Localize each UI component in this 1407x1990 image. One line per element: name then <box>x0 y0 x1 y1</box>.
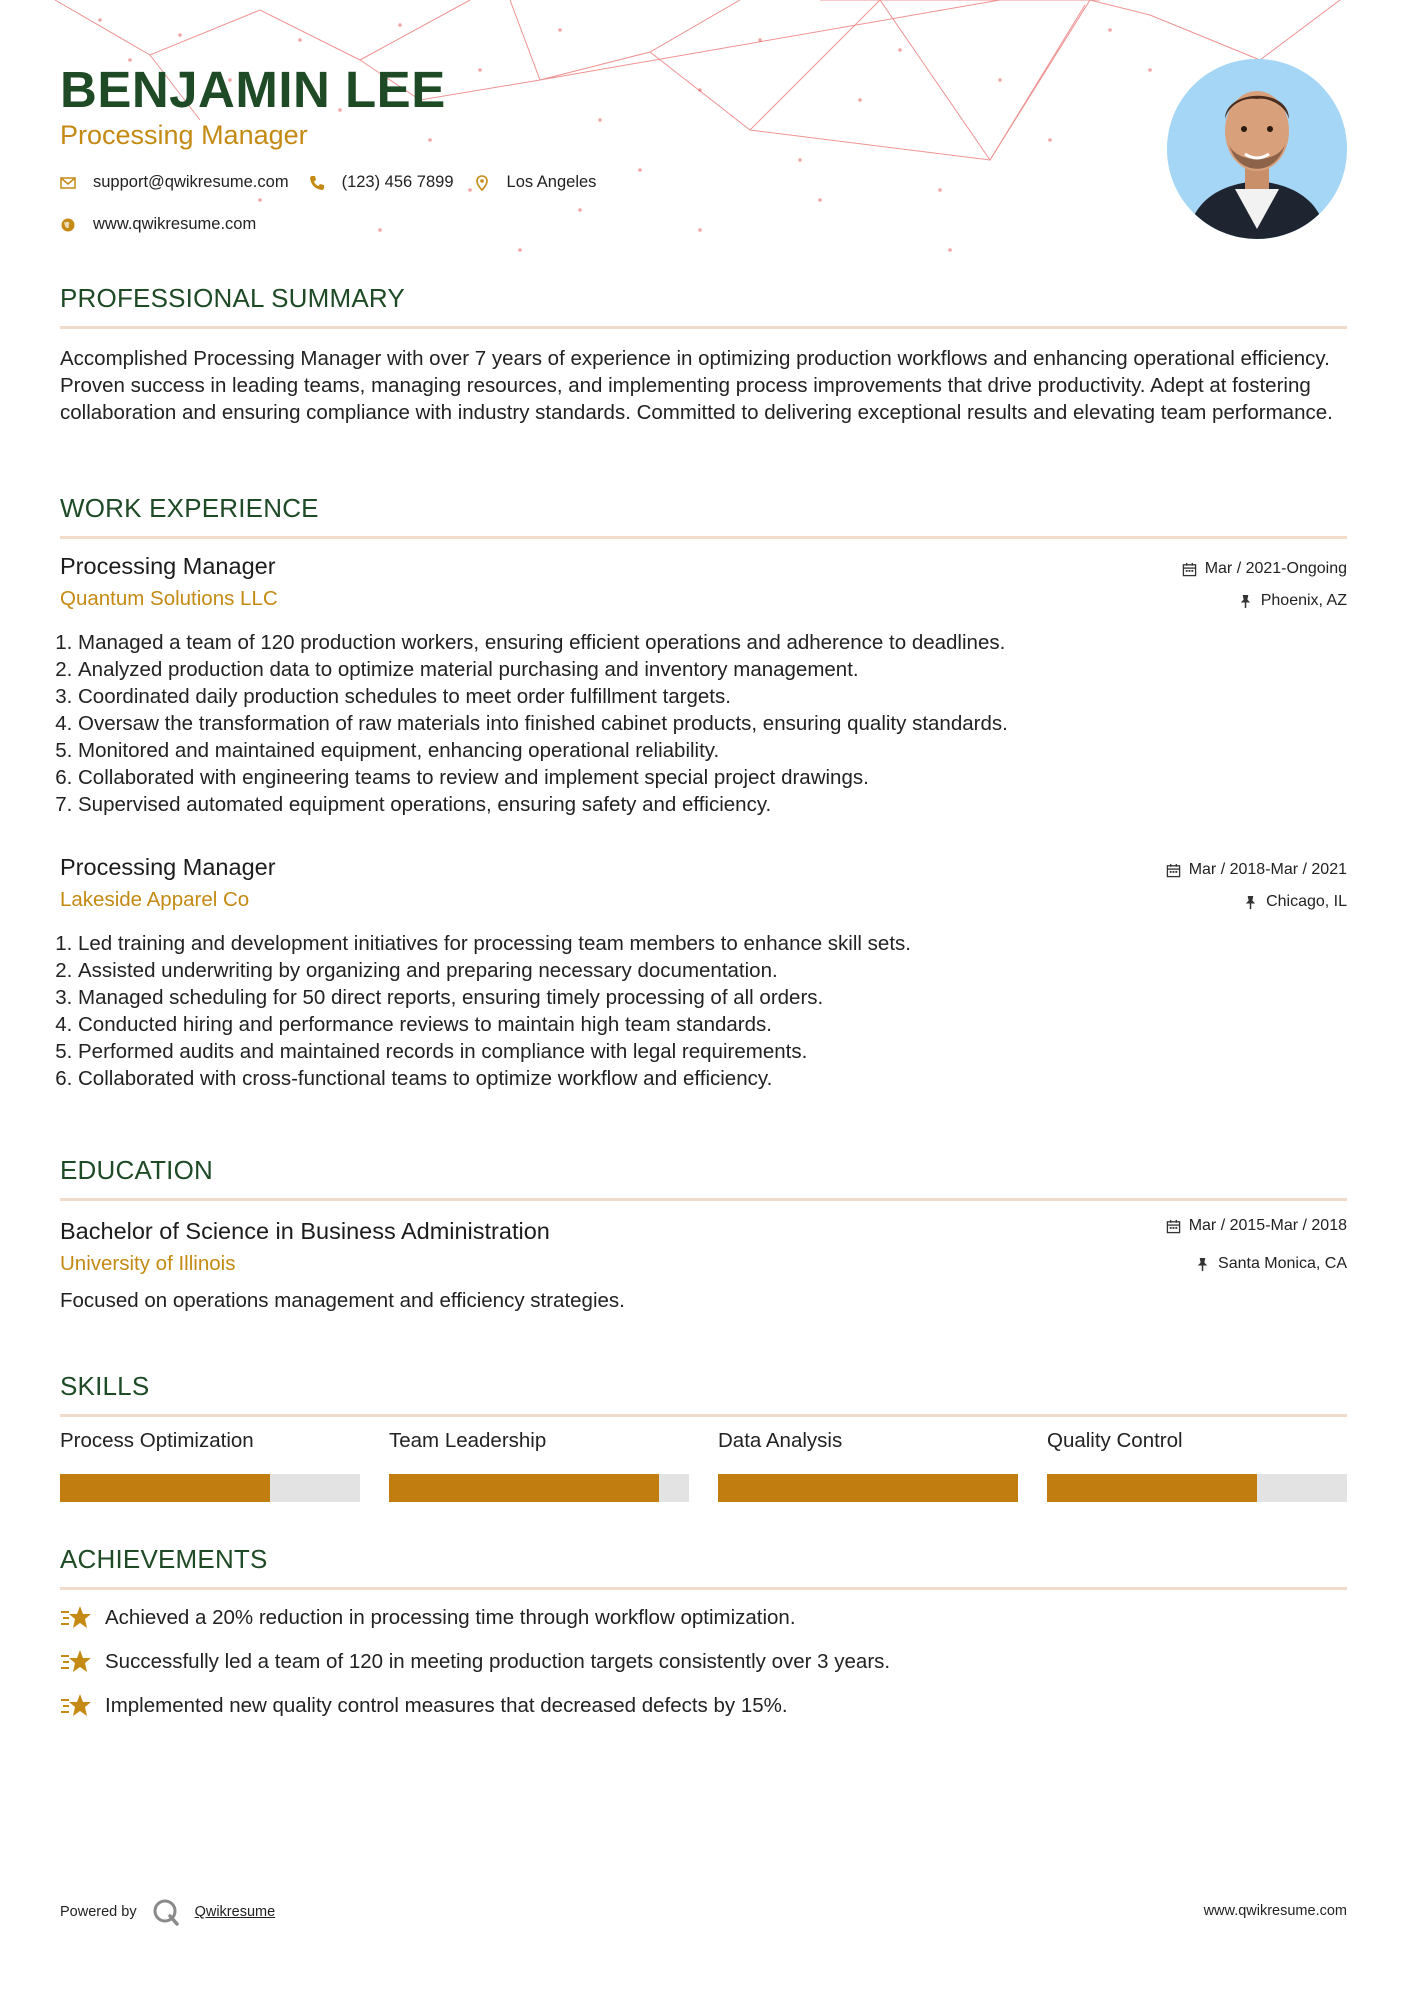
list-item: 7. Supervised automated equipment operations, ensuring safety and efficiency. <box>78 791 1347 818</box>
skill-bar <box>60 1474 360 1502</box>
qwikresume-logo-icon <box>152 1898 180 1926</box>
skill-bar-fill <box>389 1474 659 1502</box>
skill-item <box>718 1428 1018 1502</box>
contact-phone-text: (123) 456 7899 <box>341 173 454 191</box>
achievements-section-header <box>60 1543 1347 1575</box>
achievement-text: Implemented new quality control measures that decreased defects by 15%. <box>105 1694 788 1717</box>
skill-bar-fill <box>1047 1474 1257 1502</box>
job-dates <box>1182 560 1347 578</box>
education-entry <box>60 1216 1347 1312</box>
star-icon <box>60 1648 92 1676</box>
contact-location <box>474 173 597 192</box>
star-icon <box>60 1604 92 1632</box>
skill-item <box>60 1428 360 1502</box>
skill-label: Team Leadership <box>389 1429 547 1452</box>
skills-list <box>60 1428 1347 1502</box>
contact-website[interactable] <box>60 215 256 234</box>
summary-section-header <box>60 282 1347 314</box>
achievement-item <box>60 1648 1347 1676</box>
experience-section-header <box>60 492 1347 524</box>
list-item: 2. Assisted underwriting by organizing and preparing necessary documentation. <box>78 957 1347 984</box>
pushpin-icon <box>1243 895 1258 910</box>
list-item: 6. Collaborated with engineering teams to review and implement special project drawings. <box>78 764 1347 791</box>
contact-location-text: Los Angeles <box>506 173 597 191</box>
contact-phone[interactable] <box>309 173 454 192</box>
job-bullets <box>60 930 1347 1092</box>
skill-bar-fill <box>60 1474 270 1502</box>
contact-email[interactable] <box>60 173 289 192</box>
list-item: 2. Analyzed production data to optimize material purchasing and inventory management. <box>78 656 1347 683</box>
calendar-icon <box>1166 1219 1181 1234</box>
achievements-heading: ACHIEVEMENTS <box>60 1544 268 1574</box>
skill-label: Data Analysis <box>718 1429 843 1452</box>
profile-photo <box>1167 59 1347 239</box>
calendar-icon <box>1182 562 1197 577</box>
contact-email-text: support@qwikresume.com <box>93 173 289 191</box>
section-divider <box>60 1587 1347 1590</box>
list-item: 5. Performed audits and maintained records in compliance with legal requirements. <box>78 1038 1347 1065</box>
job-location-text: Phoenix, AZ <box>1260 592 1347 609</box>
footer-website-link[interactable]: www.qwikresume.com <box>1203 1903 1347 1919</box>
star-icon <box>60 1692 92 1720</box>
education-dates <box>1166 1217 1347 1235</box>
summary-heading: PROFESSIONAL SUMMARY <box>60 283 405 313</box>
list-item: 6. Collaborated with cross-functional teams to optimize workflow and efficiency. <box>78 1065 1347 1092</box>
candidate-name: BENJAMIN LEE <box>60 61 446 118</box>
section-divider <box>60 326 1347 329</box>
job-dates-text: Mar / 2018-Mar / 2021 <box>1188 861 1347 878</box>
skill-bar <box>1047 1474 1347 1502</box>
job-location <box>1243 893 1347 911</box>
powered-by-label: Powered by <box>60 1904 137 1920</box>
contact-website-text: www.qwikresume.com <box>93 215 257 233</box>
education-location-text: Santa Monica, CA <box>1218 1255 1347 1272</box>
job-location <box>1238 592 1347 610</box>
achievement-item <box>60 1692 1347 1720</box>
pushpin-icon <box>1195 1257 1210 1272</box>
experience-heading: WORK EXPERIENCE <box>60 493 319 523</box>
skills-section-header <box>60 1370 1347 1402</box>
job-role: Processing Manager <box>60 854 276 880</box>
list-item: 3. Managed scheduling for 50 direct reports, ensuring timely processing of all orders. <box>78 984 1347 1011</box>
contact-row-2 <box>60 215 276 234</box>
skill-item <box>389 1428 689 1502</box>
skill-bar <box>389 1474 689 1502</box>
skill-bar <box>718 1474 1018 1502</box>
job-entry-2 <box>60 852 1347 1090</box>
education-dates-text: Mar / 2015-Mar / 2018 <box>1188 1217 1347 1234</box>
skill-bar-fill <box>718 1474 1018 1502</box>
job-company: Quantum Solutions LLC <box>60 587 278 610</box>
achievement-item <box>60 1604 1347 1632</box>
skill-label: Quality Control <box>1047 1429 1183 1452</box>
job-dates-text: Mar / 2021-Ongoing <box>1204 560 1347 577</box>
contact-row-1 <box>60 173 616 192</box>
list-item: 4. Conducted hiring and performance reviews to maintain high team standards. <box>78 1011 1347 1038</box>
achievement-text: Successfully led a team of 120 in meeting production targets consistently over 3 years. <box>105 1650 891 1673</box>
list-item: 1. Managed a team of 120 production workers, ensuring efficient operations and adherence to deadlines. <box>78 629 1347 656</box>
job-dates <box>1166 861 1347 879</box>
candidate-title: Processing Manager <box>60 120 308 150</box>
education-school: University of Illinois <box>60 1252 236 1275</box>
globe-icon <box>60 217 76 233</box>
skill-label: Process Optimization <box>60 1429 254 1452</box>
qwikresume-link[interactable]: Qwikresume <box>194 1904 276 1920</box>
skills-heading: SKILLS <box>60 1371 150 1401</box>
education-description: Focused on operations management and efficiency strategies. <box>60 1289 625 1312</box>
job-company: Lakeside Apparel Co <box>60 888 250 911</box>
list-item: 1. Led training and development initiatives for processing team members to enhance skill sets. <box>78 930 1347 957</box>
education-heading: EDUCATION <box>60 1155 213 1185</box>
envelope-icon <box>60 175 76 191</box>
footer-powered-by <box>60 1898 275 1926</box>
job-entry-1 <box>60 551 1347 816</box>
list-item: 5. Monitored and maintained equipment, enhancing operational reliability. <box>78 737 1347 764</box>
job-role: Processing Manager <box>60 553 276 579</box>
pushpin-icon <box>1238 594 1253 609</box>
section-divider <box>60 1414 1347 1417</box>
list-item: 4. Oversaw the transformation of raw materials into finished cabinet products, ensuring quality standards. <box>78 710 1347 737</box>
phone-icon <box>309 175 325 191</box>
section-divider <box>60 1198 1347 1201</box>
calendar-icon <box>1166 863 1181 878</box>
skill-item <box>1047 1428 1347 1502</box>
education-degree: Bachelor of Science in Business Administration <box>60 1218 550 1244</box>
summary-text: Accomplished Processing Manager with over 7 years of experience in optimizing production workflows and enhancing operational efficiency. Proven success in leading teams, managing resources, and implementing process improvements that drive productivity. Adept at fostering collaboration and ensuring compliance with industry standards. Committed to delivering exceptional results and elevating team performance. <box>60 347 1333 424</box>
profile-photo-image <box>1167 59 1347 239</box>
section-divider <box>60 536 1347 539</box>
map-pin-icon <box>474 175 490 191</box>
job-location-text: Chicago, IL <box>1266 893 1347 910</box>
education-section-header <box>60 1154 1347 1186</box>
achievement-text: Achieved a 20% reduction in processing time through workflow optimization. <box>105 1606 796 1629</box>
job-bullets <box>60 629 1347 818</box>
list-item: 3. Coordinated daily production schedules to meet order fulfillment targets. <box>78 683 1347 710</box>
education-location <box>1195 1255 1347 1273</box>
